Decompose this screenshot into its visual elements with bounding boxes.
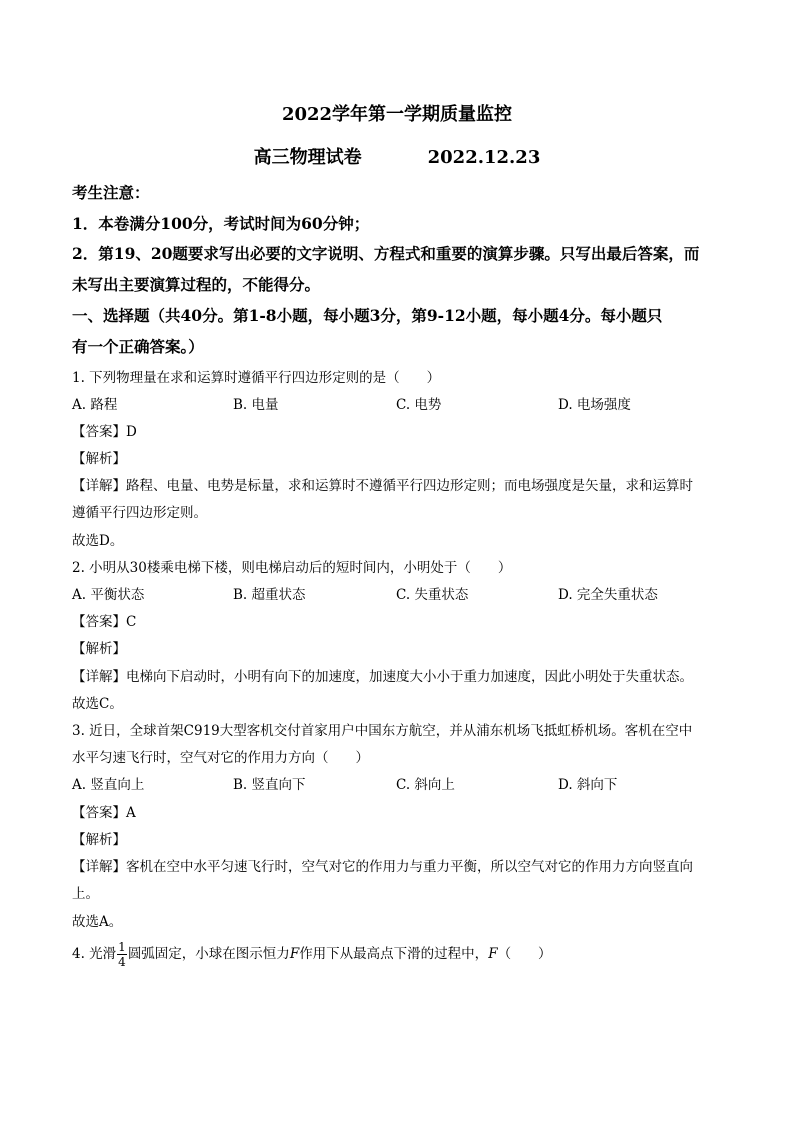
question-2-option-a: A. 平衡状态	[72, 587, 145, 603]
exam-subtitle	[0, 143, 794, 169]
notice-item-1: 1．本卷满分100分，考试时间为60分钟；	[72, 214, 370, 233]
question-2-analysis: 【解析】	[72, 641, 126, 657]
exam-date: 2022.12.23	[427, 147, 541, 168]
question-2-option-d: D. 完全失重状态	[558, 587, 658, 603]
question-3-option-a: A. 竖直向上	[72, 777, 145, 793]
question-1-option-b: B. 电量	[233, 397, 279, 413]
fraction-numerator: 1	[118, 940, 126, 954]
question-3-analysis: 【解析】	[72, 832, 126, 848]
question-1-detail-line2: 遵循平行四边形定则。	[72, 505, 207, 521]
notice-item-2-line2: 未写出主要演算过程的，不能得分。	[72, 275, 321, 294]
question-3-choice: 故选A。	[72, 914, 123, 930]
question-4-stem-post: （ ）	[497, 946, 552, 962]
subtitle-label: 高三物理试卷	[253, 147, 362, 168]
section-heading-line1: 一、选择题（共40分。第1-8小题，每小题3分，第9-12小题，每小题4分。每小题只	[72, 306, 663, 325]
question-3-detail-line2: 上。	[72, 886, 99, 902]
question-4-stem-pre: 4. 光滑	[72, 946, 117, 962]
question-2-option-b: B. 超重状态	[233, 587, 306, 603]
question-1-option-d: D. 电场强度	[558, 397, 631, 413]
question-1-option-a: A. 路程	[72, 397, 118, 413]
question-1-stem: 1. 下列物理量在求和运算时遵循平行四边形定则的是（ ）	[72, 370, 441, 386]
question-2-stem: 2. 小明从30楼乘电梯下楼，则电梯启动后的短时间内，小明处于（ ）	[72, 560, 512, 576]
question-1-choice: 故选D。	[72, 533, 124, 549]
question-3-stem-line1: 3. 近日，全球首架C919大型客机交付首家用户中国东方航空，并从浦东机场飞抵虹桥机场。客机在空中	[72, 723, 693, 739]
question-3-option-b: B. 竖直向下	[233, 777, 306, 793]
question-3-option-c: C. 斜向上	[396, 777, 455, 793]
question-2-answer: 【答案】C	[72, 614, 137, 630]
section-heading-line2: 有一个正确答案。）	[72, 337, 204, 356]
question-1-analysis: 【解析】	[72, 451, 126, 467]
question-3-answer: 【答案】A	[72, 805, 136, 821]
question-2-detail: 【详解】电梯向下启动时，小明有向下的加速度，加速度大小小于重力加速度，因此小明处于失重状态。	[72, 669, 693, 685]
question-4-stem-mid2: 作用下从最高点下滑的过程中，	[299, 946, 489, 962]
notice-item-2-line1: 2．第19、20题要求写出必要的文字说明、方程式和重要的演算步骤。只写出最后答案，而	[72, 244, 700, 263]
question-3-detail-line1: 【详解】客机在空中水平匀速飞行时，空气对它的作用力与重力平衡，所以空气对它的作用力方向竖直向	[72, 859, 693, 875]
notice-heading: 考生注意：	[72, 183, 150, 202]
question-1-detail-line1: 【详解】路程、电量、电势是标量，求和运算时不遵循平行四边形定则；而电场强度是矢量，求和运算时	[72, 478, 693, 494]
force-variable-2: F	[488, 946, 498, 962]
question-1-answer: 【答案】D	[72, 424, 137, 440]
question-1-option-c: C. 电势	[396, 397, 442, 413]
question-3-stem-line2: 水平匀速飞行时，空气对它的作用力方向（ ）	[72, 750, 369, 766]
fraction-one-quarter	[117, 941, 127, 968]
question-4-stem	[72, 941, 552, 968]
question-4-stem-mid: 圆弧固定，小球在图示恒力	[127, 946, 290, 962]
fraction-denominator: 4	[118, 955, 126, 969]
question-2-choice: 故选C。	[72, 696, 123, 712]
question-3-option-d: D. 斜向下	[558, 777, 618, 793]
question-2-option-c: C. 失重状态	[396, 587, 469, 603]
force-variable: F	[289, 946, 300, 962]
exam-title: 2022学年第一学期质量监控	[281, 104, 513, 125]
